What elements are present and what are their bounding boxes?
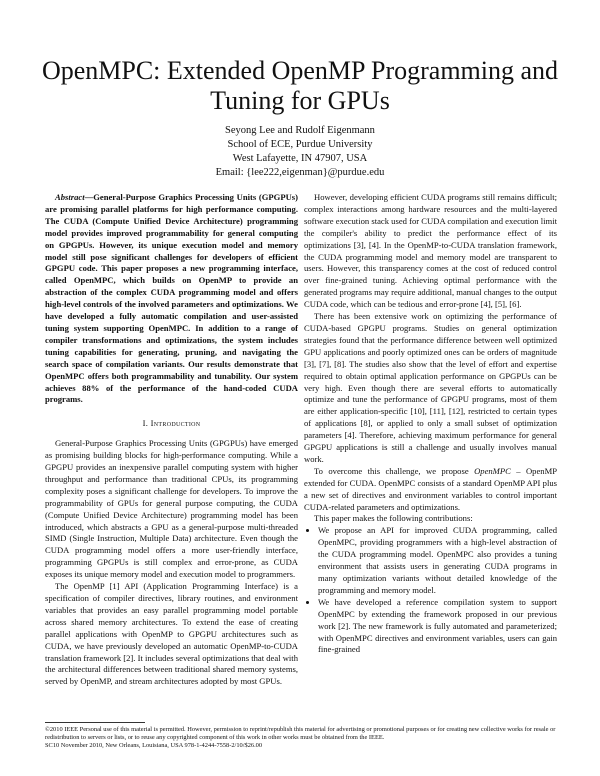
right-column xyxy=(304,192,557,656)
section-heading xyxy=(45,418,298,430)
abstract xyxy=(45,192,298,406)
contribution-item: • We propose an API for improved CUDA programming, called OpenMPC, providing programmers with a high-level abstraction of the CUDA programming model. OpenMPC also provides a tuning environment that assists users in generating CUDA programs in many optimization variants without detailed knowledge of the programming and memory model. xyxy=(318,525,557,596)
author-block xyxy=(150,124,450,180)
copyright-notice: ©2010 IEEE Personal use of this material is permitted. However, permission to reprint/republish this material for advertising or promotional purposes or for creating new collective works for resale or redistribution to servers or lists, or to reuse any copyrighted component of this work in other works must be obtained from the IEEE. xyxy=(45,726,556,742)
contributions-intro: This paper makes the following contributions: xyxy=(314,513,473,524)
footnote-rule xyxy=(45,722,145,723)
right-paragraph-3 xyxy=(304,466,557,514)
abstract-text: —General-Purpose Graphics Processing Units (GPGPUs) are promising parallel platforms for high performance computing. The CUDA (Compute Unified Device Architecture) programming model provides improved programmability for general computing on GPGPUs. However, its unique execution model and memory model still pose significant challenges for developers of efficient GPGPU code. This paper proposes a new programming interface, called OpenMPC, which builds on OpenMP to provide an abstraction of the complex CUDA programming model and offers high-level controls of the involved parameters and optimizations. We have developed a fully automatic compilation and user-assisted tuning system supporting OpenMPC. In addition to a range of compiler transformations and optimizations, the system includes tuning capabilities for generating, pruning, and navigating the search space of compilation variants. Our results demonstrate that OpenMPC offers both programmability and tunability. Our system achieves 88% of the performance of the hand-coded CUDA programs. xyxy=(45,192,298,405)
contributions-list xyxy=(304,525,557,656)
author-affiliation: School of ECE, Purdue University xyxy=(227,139,373,150)
section-number: I. xyxy=(142,418,149,429)
abstract-label: Abstract xyxy=(55,192,85,202)
footnote xyxy=(45,726,557,751)
intro-paragraph-2: The OpenMP [1] API (Application Programming Interface) is a specification of compiler directives, library routines, and environment variables that provides an easy parallel programming model portable across shared memory architectures. To extend the ease of creating parallel applications with OpenMP to GPGPU architectures such as CUDA, we have previously developed an automatic OpenMP-to-CUDA translation framework [2]. It includes several optimizations that deal with the architectural differences between traditional shared memory systems, served by OpenMP, and stream architectures adopted by most GPUs. xyxy=(45,581,298,687)
section-title: Introduction xyxy=(150,418,201,429)
para3-before: To overcome this challenge, we propose xyxy=(314,465,475,476)
para3-after: – OpenMP extended for CUDA. OpenMPC consists of a standard OpenMP API plus a new set of directives and environment variables to control important CUDA-related parameters and optimizations. xyxy=(304,465,557,512)
right-paragraph-1: However, developing efficient CUDA programs still remains difficult; complex interactions among hardware resources and the multi-layered software execution stack used for CUDA compilation and execution limit the compiler's ability to predict the performance effect of its optimizations [3], [4]. In the OpenMP-to-CUDA translation framework, the CUDA programming model and memory model are transparent to users. However, this transparency comes at the cost of reduced control over fine-grained tuning. Achieving optimal performance with the generated programs may require additional, manual changes to the output CUDA code, which can be tedious and error-prone [4], [5], [6]. xyxy=(304,192,557,310)
contribution-item: • We have developed a reference compilation system to support OpenMPC by extending the framework proposed in our previous work [2]. The new framework is fully automated and parameterized; with OpenMPC directives and environment variables, users can gain fine-grained xyxy=(318,597,557,657)
left-column xyxy=(45,192,298,688)
author-names: Seyong Lee and Rudolf Eigenmann xyxy=(225,125,375,136)
intro-paragraph-1: General-Purpose Graphics Processing Units (GPGPUs) have emerged as promising building blocks for high-performance computing. While a GPGPU provides an inexpensive parallel computing system with higher throughput and performance than traditional CPUs, its programming complexity poses a significant challenge for developers. To improve the programmability of GPUs for general purpose computing, the CUDA (Compute Unified Device Architecture) programming model has been introduced, which abstracts a GPU as a general-purpose multi-threaded SIMD (Single Instruction, Multiple Data) architecture. Even though the CUDA programming model offers a more user-friendly interface, programming GPGPUs is still complex and error-prone, as CUDA exposes its unique memory model and execution model to programmers. xyxy=(45,438,298,580)
paper-title: OpenMPC: Extended OpenMP Programming and Tuning for GPUs xyxy=(41,56,559,115)
author-email: Email: {lee222,eigenman}@purdue.edu xyxy=(215,167,385,178)
author-address: West Lafayette, IN 47907, USA xyxy=(232,153,368,164)
right-paragraph-2: There has been extensive work on optimizing the performance of CUDA-based GPGPU programs. Studies on general optimization strategies found that the performance difference between well optimized GPU applications and poorly optimized ones can be orders of magnitude [3], [7], [8]. The studies also show that the level of effort and expertise required to obtain optimal application performance on GPGPUs can be very high. Even though there are several efforts to automatically optimize and tune the performance of GPGPU programs, most of them are either application-specific [10], [11], [12], restricted to certain types of applications [8], or applied to only a small subset of optimization parameters [4]. Therefore, achieving maximum performance for general GPGPU applications is still a challenge and usually involves manual work. xyxy=(304,311,557,464)
para3-emphasis: OpenMPC xyxy=(474,465,511,476)
venue-line: SC10 November 2010, New Orleans, Louisiana, USA 978-1-4244-7558-2/10/$26.00 xyxy=(45,742,263,750)
